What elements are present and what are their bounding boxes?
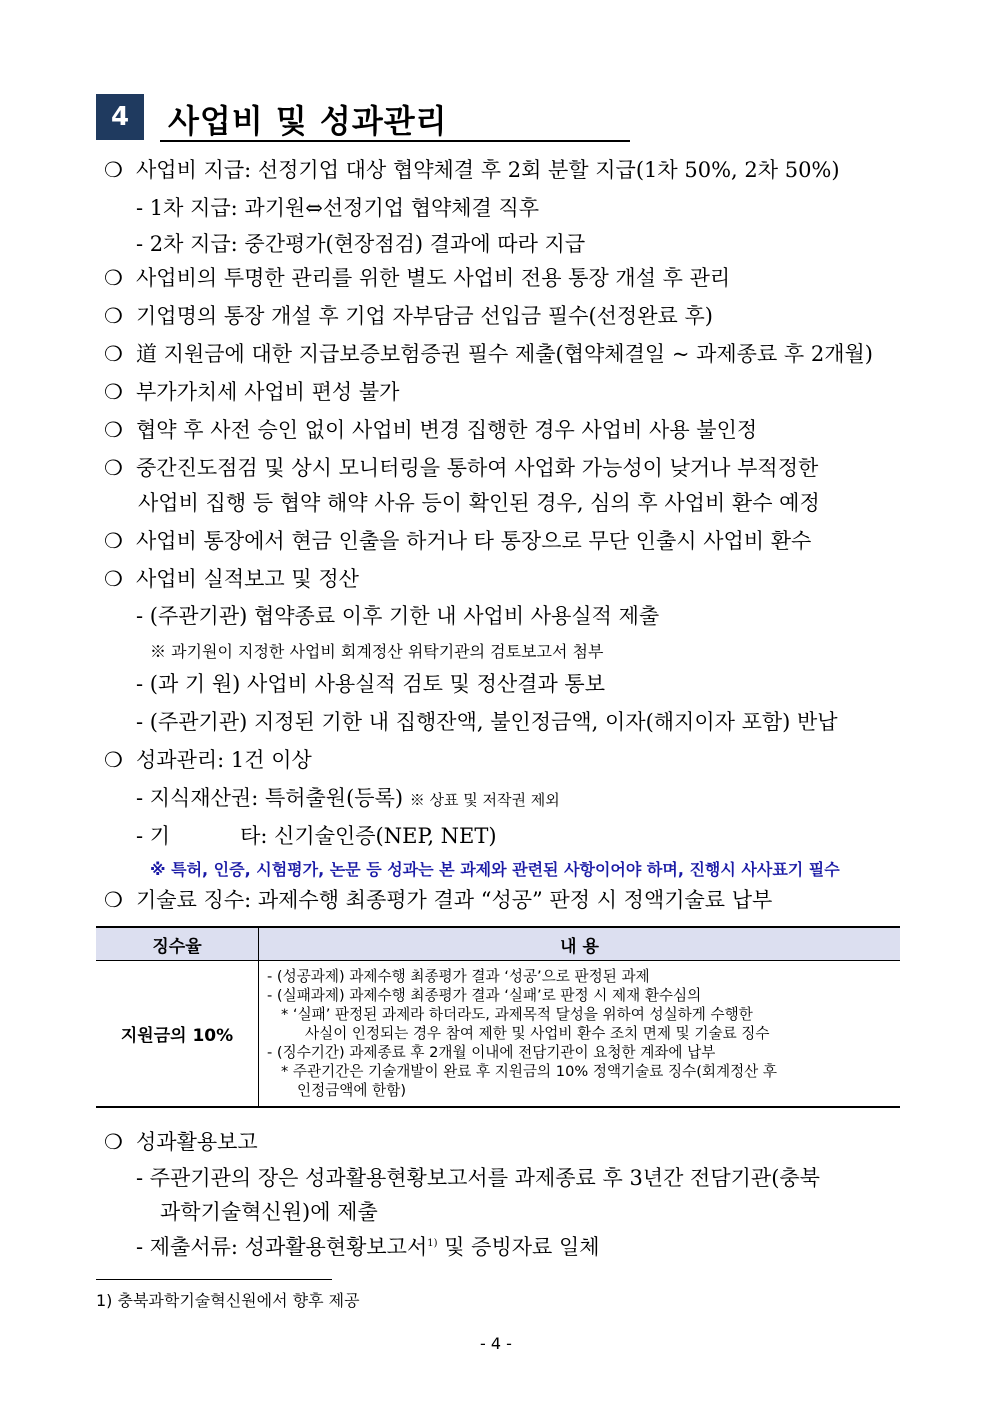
bullet-royalty [104,884,772,914]
bullet-text: 사업비 실적보고 및 정산 [136,567,359,591]
sub-payment-1: - 1차 지급: 과기원⇔선정기업 협약체결 직후 [136,196,540,220]
bullet-text: 성과활용보고 [136,1130,258,1154]
bullet-dedicated-account [104,262,730,292]
bullet-cash-withdrawal [104,525,811,555]
sub-settlement-submit: - (주관기관) 협약종료 이후 기한 내 사업비 사용실적 제출 [136,604,660,628]
bullet-circle-icon: ❍ [104,529,123,553]
bullet-text: 기업명의 통장 개설 후 기업 자부담금 선입금 필수(선정완료 후) [136,304,713,328]
sub-ip [136,782,560,812]
bullet-circle-icon: ❍ [104,1130,123,1154]
bullet-circle-icon: ❍ [104,304,123,328]
footnote-divider [96,1279,332,1280]
rate-cell: 지원금의 10% [96,961,259,1108]
footnote: 1) 충북과학기술혁신원에서 향후 제공 [96,1291,360,1310]
content-line: * ‘실패’ 판정된 과제라 하더라도, 과제목적 달성을 위하여 성실하게 수행한 [281,1006,753,1023]
section-title-underline [160,140,630,142]
content-line: 사실이 인정되는 경우 참여 제한 및 사업비 환수 조치 면제 및 기술료 징수 [305,1025,770,1042]
bullet-circle-icon: ❍ [104,342,123,366]
bullet-unapproved-change [104,414,757,444]
bullet-text: 협약 후 사전 승인 없이 사업비 변경 집행한 경우 사업비 사용 불인정 [136,418,758,442]
bullet-payment [104,154,894,184]
header-rate: 징수율 [96,927,259,961]
content-line: - (성공과제) 과제수행 최종평가 결과 ‘성공’으로 판정된 과제 [267,968,650,985]
bullet-guarantee-insurance [104,338,873,368]
bullet-performance [104,744,312,774]
header-content: 내 용 [259,927,901,961]
ip-note: ※ 상표 및 저작권 제외 [409,791,560,809]
documents-text: - 제출서류: 성과활용현황보고서 [136,1235,428,1259]
bullet-circle-icon: ❍ [104,888,123,912]
section-title: 사업비 및 성과관리 [168,102,448,140]
content-line: - (징수기간) 과제종료 후 2개월 이내에 전담기관이 요청한 계좌에 납부 [267,1044,716,1061]
bullet-circle-icon: ❍ [104,456,123,480]
bullet-circle-icon: ❍ [104,567,123,591]
bullet-text: 중간진도점검 및 상시 모니터링을 통하여 사업화 가능성이 낮거나 부적정한 [136,456,819,480]
section-number-box: 4 [96,94,144,140]
bullet-monitoring-continued: 사업비 집행 등 협약 해약 사유 등이 확인된 경우, 심의 후 사업비 환수 예정 [138,491,820,515]
other-label: - 기 [136,824,171,848]
bullet-vat [104,376,399,406]
content-line: 인정금액에 한함) [297,1082,407,1099]
bullet-text: 道 지원금에 대한 지급보증보험증권 필수 제출(협약체결일 ~ 과제종료 후 2개월) [136,342,873,366]
documents-text-continued: 및 증빙자료 일체 [444,1235,600,1259]
bullet-text: 사업비 통장에서 현금 인출을 하거나 타 통장으로 무단 인출시 사업비 환수 [136,529,812,553]
sub-settlement-return: - (주관기관) 지정된 기한 내 집행잔액, 불인정금액, 이자(해지이자 포함) 반납 [136,710,838,734]
sub-utilization-submit-continued: 과학기술혁신원)에 제출 [160,1200,378,1224]
bullet-text: 기술료 징수: 과제수행 최종평가 결과 “성공” 판정 시 정액기술료 납부 [136,888,773,912]
note-acknowledgement: ※ 특허, 인증, 시험평가, 논문 등 성과는 본 과제와 관련된 사항이어야 하며, 진행시 사사표기 필수 [150,860,840,879]
bullet-circle-icon: ❍ [104,158,123,182]
sub-payment-2: - 2차 지급: 중간평가(현장점검) 결과에 따라 지급 [136,232,586,256]
footnote-ref: 1) [427,1238,438,1249]
sub-settlement-review: - (과 기 원) 사업비 사용실적 검토 및 정산결과 통보 [136,672,605,696]
note-review-report: ※ 과기원이 지정한 사업비 회계정산 위탁기관의 검토보고서 첨부 [150,642,604,661]
bullet-text: 사업비의 투명한 관리를 위한 별도 사업비 전용 통장 개설 후 관리 [136,266,731,290]
bullet-text: 사업비 지급: 선정기업 대상 협약체결 후 2회 분할 지급(1차 50%, 2차 50%) [136,158,840,182]
table-row [96,961,900,1108]
content-line: - (실패과제) 과제수행 최종평가 결과 ‘실패’로 판정 시 제재 환수심의 [267,987,702,1004]
content-line: * 주관기간은 기술개발이 완료 후 지원금의 10% 정액기술료 징수(회계정산 후 [281,1063,778,1080]
bullet-utilization-report [104,1126,258,1156]
other-label-suffix: 타: [240,824,268,848]
bullet-text: 성과관리: 1건 이상 [136,748,312,772]
bullet-circle-icon: ❍ [104,418,123,442]
bullet-company-account [104,300,713,330]
sub-other [136,820,497,850]
other-text: 신기술인증(NEP, NET) [274,824,497,848]
ip-text: - 지식재산권: 특허출원(등록) [136,786,404,810]
sub-utilization-documents [136,1231,600,1261]
table-header-row [96,927,900,961]
page-number: - 4 - [480,1334,512,1353]
royalty-table [96,926,900,1108]
bullet-text: 부가가치세 사업비 편성 불가 [136,380,400,404]
bullet-monitoring [104,452,818,482]
bullet-circle-icon: ❍ [104,380,123,404]
sub-utilization-submit: - 주관기관의 장은 성과활용현황보고서를 과제종료 후 3년간 전담기관(충북 [136,1166,820,1190]
bullet-circle-icon: ❍ [104,748,123,772]
bullet-settlement [104,563,359,593]
content-cell [259,961,901,1108]
section-heading [96,94,630,142]
bullet-circle-icon: ❍ [104,266,123,290]
